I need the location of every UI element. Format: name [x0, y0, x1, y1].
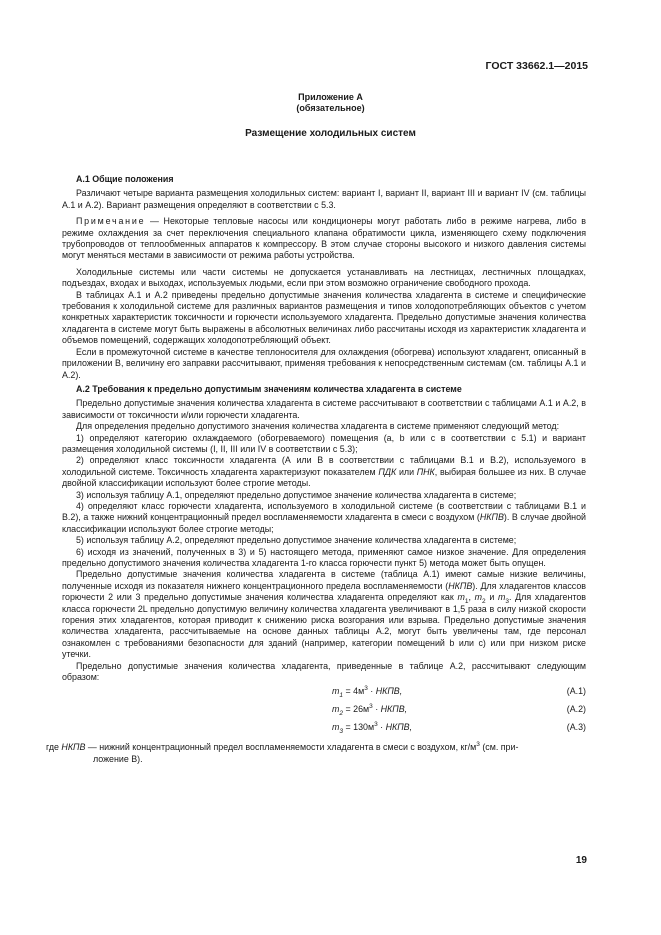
formula-number: (А.1) — [566, 686, 586, 697]
paragraph: Предельно допустимые значения количества хладагента в системе рассчитывают в соответствии с таблицами А.1 и А.2, в зависимости от токсичности и/или горючести хладагента. — [62, 398, 586, 420]
paragraph: Холодильные системы или части системы не допускается устанавливать на лестницах, лестничных площадках, подъездах, входах и выходах, используемых людьми, если при этом возможно ограничение свободного прохода. — [62, 266, 586, 289]
formula-a3: $m_3 = 130м^3$ · НКПВ, (А.3) — [332, 721, 586, 736]
note-label: Примечание — [76, 216, 146, 227]
appendix-status: (обязательное) — [296, 103, 365, 113]
paragraph: Предельно допустимые значения количества хладагента в системе (таблица А.1) имеют самые низкие величины, полученные исходя из показателя нижнего концентрационного предела воспламеняемости (НКПВ). Для хладагентов классов горючести 2 или 3 предельно допустимые значения количества хладагента определяют как $m_1$, $m_2$ и $m_3$. Для хладагентов класса горючести 2L предельно допустимую величину количества хладагента увеличивают в 1,5 раза в силу низкой скорости горения этих хладагентов, которая приводит к снижению риска возгорания или взрыва. Предельно допустимые значения количества хладагента, рассчитываемые на основе данных таблицы А.2, могут быть увеличены там, где персонал ознакомлен с требованиями безопасности для зданий (например, категории помещений b или с) или при низком риске утечки. — [62, 569, 587, 660]
appendix-name: Приложение А — [298, 92, 363, 102]
paragraph: Если в промежуточной системе в качестве теплоносителя для охлаждения (обогрева) используют хладагент, описанный в приложении В, величину его заправки рассчитывают, применяя требования к непосредственным системам (см. таблицы А.1 и А.2). — [62, 346, 586, 380]
paragraph: В таблицах А.1 и А.2 приведены предельно допустимые значения количества хладагента в системе и специфические требования к холодильной системе для различных вариантов размещения и типов холодопотребляющих объектов с учетом конкретных характеристик токсичности и горючести используемого хладагента. Предельно допустимые значения количества хладагента в системе могут быть выражены в абсолютных величинах либо рассчитаны исходя из характеристик хладагента и объемов помещений, содержащих холодопотребляющий объект. — [62, 289, 586, 346]
section-a1-heading: А.1 Общие положения — [76, 174, 174, 184]
formula-number: (А.2) — [566, 704, 586, 715]
document-header-id: ГОСТ 33662.1—2015 — [485, 60, 588, 72]
paragraph: Предельно допустимые значения количества хладагента, приведенные в таблице А.2, рассчитывают следующим образом: — [62, 660, 586, 683]
note-text: — Некоторые тепловые насосы или кондиционеры могут работать либо в режиме нагрева, либо в режиме охлаждения за счет переключения специального клапана обратимости цикла, изменяющего схему подключения трубопроводов от теплообменных аппаратов к компрессору. В этом случае стороны высокого и низкого давления системы могут меняться местами в зависимости от режима работы устройства. — [62, 216, 586, 261]
paragraph: Различают четыре варианта размещения холодильных систем: вариант I, вариант II, вариант III и вариант IV (см. таблицы А.1 и А.2). Вариант размещения определяют в соответствии с 5.3. — [62, 188, 586, 210]
paragraph: Для определения предельно допустимого значения количества хладагента в системе применяют следующий метод: — [76, 421, 560, 432]
method-step-4: 4) определяют класс горючести хладагента, используемого в холодильной системе (в соответствии с таблицами В.1 и В.2), а также нижний концентрационный предел воспламеняемости хладагента в смеси с воздухом (НКПВ). В случае двойной классификации используют более строгие методы; — [62, 500, 586, 534]
method-step-5: 5) используя таблицу А.2, определяют предельно допустимое значение количества хладагента в системе; — [76, 535, 517, 546]
formula-a2: $m_2 = 26м^3$ · НКПВ, (А.2) — [332, 703, 586, 718]
appendix-title: Размещение холодильных систем — [245, 128, 416, 139]
method-step-2: 2) определяют класс токсичности хладагента (А или В в соответствии с таблицами В.1 и В.2), используемого в холодильной системе. Токсичность хладагента характеризуют показателем ПДК или ПНК, выбирая большее из них. В случае двойной классификации используют более строгие методы. — [62, 455, 587, 489]
method-step-3: 3) используя таблицу А.1, определяют предельно допустимое значение количества хладагента в системе; — [76, 489, 517, 500]
formula-legend: где НКПВ — нижний концентрационный предел воспламеняемости хладагента в смеси с воздухом, $кг/м^3$ (см. при- ложение В). — [46, 741, 519, 764]
note-paragraph — [62, 216, 586, 262]
formula-a1: $m_1 = 4м^3$ · НКПВ, (А.1) — [332, 685, 586, 700]
method-step-6: 6) исходя из значений, полученных в 3) и 5) настоящего метода, применяют самое низкое значение. Для определения предельно допустимого значения количества хладагента 1-го класса горючести пункт 5) метода может быть опущен. — [62, 546, 586, 568]
page-number: 19 — [575, 855, 587, 866]
document-body — [46, 174, 587, 765]
section-a2-heading: А.2 Требования к предельно допустимым значениям количества хладагента в системе — [76, 383, 462, 394]
method-step-1: 1) определяют категорию охлаждаемого (обогреваемого) помещения (а, b или с в соответствии с 5.1) и вариант размещения холодильной системы (I, II, III или IV в соответствии с 5.3); — [62, 432, 586, 454]
appendix-heading — [0, 92, 661, 114]
formula-number: (А.3) — [566, 722, 586, 733]
